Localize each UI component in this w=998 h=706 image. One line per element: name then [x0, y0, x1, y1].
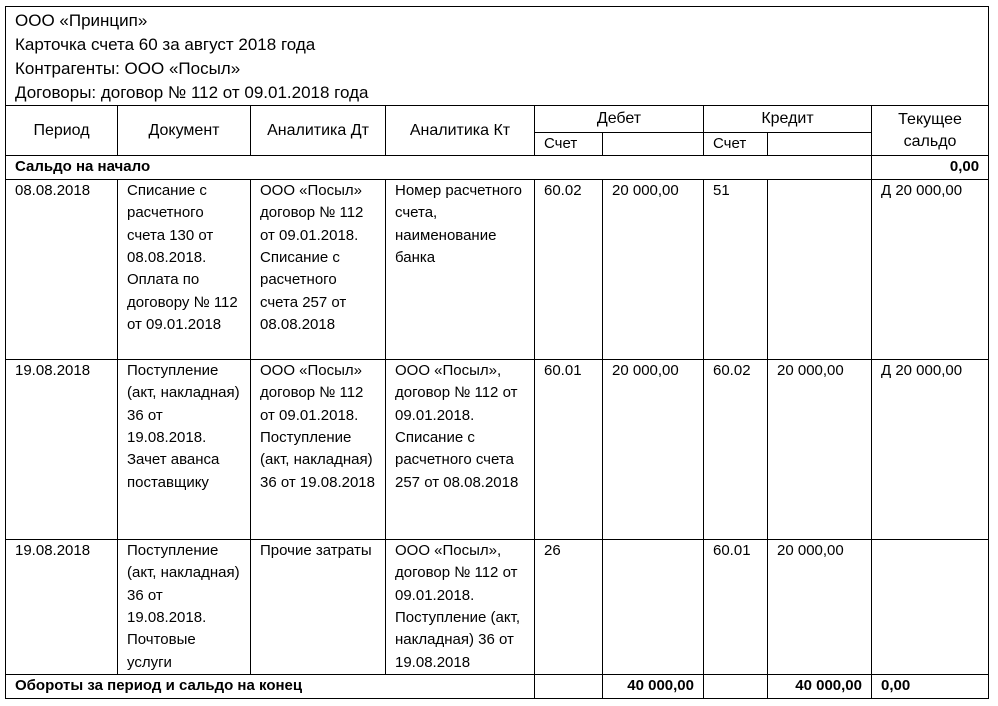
- row-period: 19.08.2018: [6, 359, 118, 539]
- row-document: Поступление (акт, накладная) 36 от 19.08.2018. Почтовые услуги: [118, 539, 251, 674]
- totals-label: Обороты за период и сальдо на конец: [6, 675, 535, 698]
- row-period: 08.08.2018: [6, 179, 118, 359]
- table-row: [6, 359, 989, 539]
- row-credit-amount: 20 000,00: [768, 359, 872, 539]
- col-credit: Кредит: [704, 106, 872, 133]
- opening-balance-row: [6, 156, 989, 179]
- row-analytics-dt: ООО «Посыл» договор № 112 от 09.01.2018. Списание с расчетного счета 257 от 08.08.2018: [251, 179, 386, 359]
- row-analytics-dt: Прочие затраты: [251, 539, 386, 674]
- row-document: Списание с расчетного счета 130 от 08.08.2018. Оплата по договору № 112 от 09.01.2018: [118, 179, 251, 359]
- row-balance: [872, 539, 989, 674]
- row-credit-account: 60.01: [704, 539, 768, 674]
- col-balance: Текущее сальдо: [872, 106, 989, 156]
- row-debit-account: 60.01: [535, 359, 603, 539]
- row-balance: Д 20 000,00: [872, 179, 989, 359]
- totals-debit-account-empty: [535, 675, 603, 698]
- opening-empty: [535, 156, 872, 179]
- table-row: [6, 179, 989, 359]
- row-analytics-dt: ООО «Посыл» договор № 112 от 09.01.2018. Поступление (акт, накладная) 36 от 19.08.2018: [251, 359, 386, 539]
- table-row: [6, 539, 989, 674]
- card-title: Карточка счета 60 за август 2018 года: [15, 35, 316, 54]
- row-debit-amount: 20 000,00: [603, 359, 704, 539]
- row-credit-amount: [768, 179, 872, 359]
- row-period: 19.08.2018: [6, 539, 118, 674]
- totals-closing: 0,00: [872, 675, 989, 698]
- col-analytics-dt: Аналитика Дт: [251, 106, 386, 156]
- col-debit-account: Счет: [535, 133, 603, 156]
- opening-label: Сальдо на начало: [6, 156, 535, 179]
- col-credit-amount: [768, 133, 872, 156]
- row-credit-amount: 20 000,00: [768, 539, 872, 674]
- row-analytics-kt: ООО «Посыл», договор № 112 от 09.01.2018. Поступление (акт, накладная) 36 от 19.08.2018: [386, 539, 535, 674]
- contracts-line: Договоры: договор № 112 от 09.01.2018 года: [15, 83, 369, 102]
- column-header-row: [6, 106, 989, 133]
- counterparties-line: Контрагенты: ООО «Посыл»: [15, 59, 241, 78]
- totals-credit: 40 000,00: [768, 675, 872, 698]
- row-credit-account: 51: [704, 179, 768, 359]
- col-debit-amount: [603, 133, 704, 156]
- col-credit-account: Счет: [704, 133, 768, 156]
- col-period: Период: [6, 106, 118, 156]
- row-debit-account: 26: [535, 539, 603, 674]
- col-debit: Дебет: [535, 106, 704, 133]
- row-document: Поступление (акт, накладная) 36 от 19.08.2018. Зачет аванса поставщику: [118, 359, 251, 539]
- account-card-table: [5, 6, 989, 699]
- org-name: ООО «Принцип»: [15, 11, 148, 30]
- row-debit-amount: 20 000,00: [603, 179, 704, 359]
- row-balance: Д 20 000,00: [872, 359, 989, 539]
- col-document: Документ: [118, 106, 251, 156]
- row-analytics-kt: ООО «Посыл», договор № 112 от 09.01.2018. Списание с расчетного счета 257 от 08.08.2018: [386, 359, 535, 539]
- row-debit-amount: [603, 539, 704, 674]
- row-credit-account: 60.02: [704, 359, 768, 539]
- opening-value: 0,00: [872, 156, 989, 179]
- totals-row: [6, 675, 989, 698]
- header-block: [6, 7, 989, 106]
- col-analytics-kt: Аналитика Кт: [386, 106, 535, 156]
- row-analytics-kt: Номер расчетного счета, наименование банка: [386, 179, 535, 359]
- totals-credit-account-empty: [704, 675, 768, 698]
- totals-debit: 40 000,00: [603, 675, 704, 698]
- row-debit-account: 60.02: [535, 179, 603, 359]
- header-row: [6, 7, 989, 106]
